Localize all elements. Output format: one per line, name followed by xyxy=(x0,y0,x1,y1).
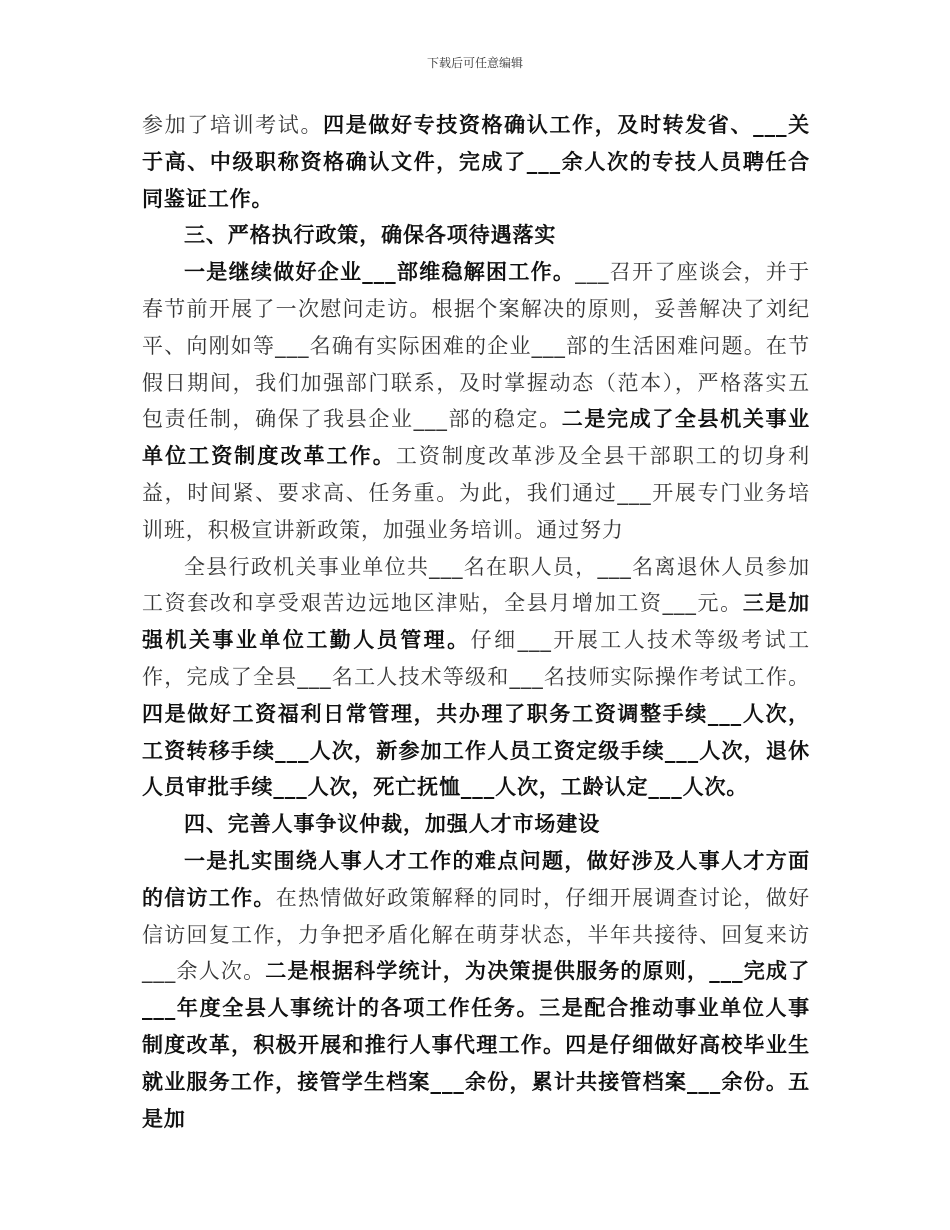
paragraph-petitions xyxy=(142,843,810,1137)
text-run-bold: 二是根据科学统计，为决策提供服务的原则，___完成了___年度全县人事统计的各项工作任务。三是配合推动事业单位人事制度改革，积极开展和推行人事代理工作。四是仔细做好高校毕业生就业服务工作，接管学生档案___余份，累计共接管档案___余份。五是加 xyxy=(142,959,810,1131)
page-header: 下载后可任意编辑 xyxy=(426,56,523,70)
section-heading-3: 三、严格执行政策，确保各项待遇落实 xyxy=(184,223,557,248)
text-run-bold: 三是加强机关事业单位工勤人员管理。 xyxy=(142,591,810,653)
paragraph-enterprise-stability xyxy=(142,254,810,548)
text-run-bold: 二是完成了全县机关事业单位工资制度改革工作。 xyxy=(142,407,811,469)
text-run-bold: 四是做好工资福利日常管理，共办理了职务工资调整手续___人次，工资转移手续___人次，新参加工作人员工资定级手续___人次，退休人员审批手续___人次，死亡抚恤___人次，工龄认定___人次。 xyxy=(142,701,810,800)
text-run: 全县行政机关事业单位共___名在职人员，___名离退休人员参加工资套改和享受艰苦边远地区津贴，全县月增加工资___元。 xyxy=(142,554,810,616)
section-heading-4: 四、完善人事争议仲裁，加强人才市场建设 xyxy=(184,812,601,837)
text-run: 工资制度改革涉及全县干部职工的切身利益，时间紧、要求高、任务重。为此，我们通过___开展专门业务培训班，积极宣讲新政策，加强业务培训。通过努力 xyxy=(142,444,810,542)
paragraph-wage-reform xyxy=(142,549,810,807)
text-run-bold: 一是继续做好企业___部维稳解困工作。 xyxy=(184,260,576,285)
text-run-bold: 四是做好专技资格确认工作，及时转发省、___关于高、中级职称资格确认文件，完成了___余人次的专技人员聘任合同鉴证工作。 xyxy=(142,113,811,211)
text-run: 在热情做好政策解释的同时，仔细开展调查讨论，做好信访回复工作，力争把矛盾化解在萌芽状态，半年共接待、回复来访___余人次。 xyxy=(142,885,810,984)
paragraph-continued-training xyxy=(142,107,810,217)
text-run: 参加了培训考试。 xyxy=(142,113,324,137)
document-body xyxy=(142,107,810,1137)
text-run: ___召开了座谈会，并于春节前开展了一次慰问走访。根据个案解决的原则，妥善解决了刘纪平、向刚如等___名确有实际困难的企业___部的生活困难问题。在节假日期间，我们加强部门联系，及时掌握动态（范本），严格落实五包责任制，确保了我县企业___部的稳定。 xyxy=(142,260,810,432)
text-run-bold: 一是扎实围绕人事人才工作的难点问题，做好涉及人事人才方面的信访工作。 xyxy=(142,848,810,910)
text-run: 仔细___开展工人技术等级考试工作，完成了全县___名工人技术等级和___名技师实际操作考试工作。 xyxy=(142,628,810,689)
